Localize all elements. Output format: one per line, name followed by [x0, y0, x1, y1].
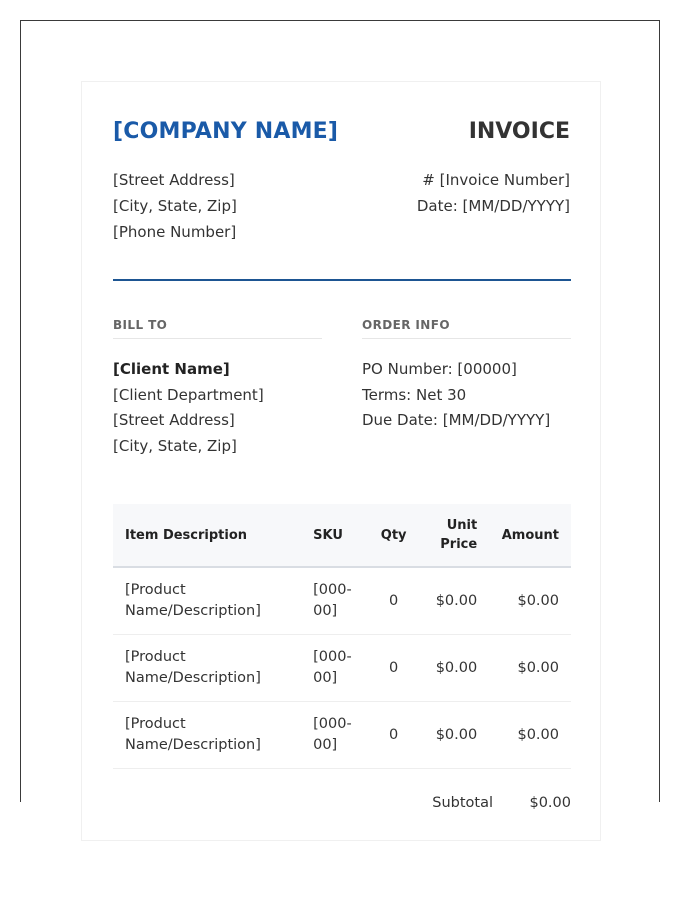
bill-to-heading: BILL TO — [113, 318, 322, 339]
unit-price-line-1: Unit — [446, 518, 478, 533]
cell-sku — [301, 567, 367, 635]
sku-line-1: [000- — [313, 716, 352, 732]
items-table — [113, 504, 571, 769]
sku-line-1: [000- — [313, 649, 352, 665]
unit-price-line-2: Price — [440, 537, 478, 552]
cell-amount: $0.00 — [489, 702, 571, 769]
client-street: [Street Address] — [113, 411, 235, 429]
col-header-qty: Qty — [368, 504, 420, 567]
table-row — [113, 567, 571, 635]
cell-qty: 0 — [368, 635, 420, 702]
desc-line-2: Name/Description] — [125, 737, 261, 753]
due-date: Due Date: [MM/DD/YYYY] — [362, 411, 551, 429]
sku-line-1: [000- — [313, 582, 352, 598]
company-phone: [Phone Number] — [113, 223, 237, 241]
subtotal-label: Subtotal — [432, 795, 493, 811]
cell-amount: $0.00 — [489, 635, 571, 702]
company-city: [City, State, Zip] — [113, 197, 237, 215]
invoice-title: INVOICE — [468, 119, 570, 144]
sku-line-2: 00] — [313, 670, 338, 686]
col-header-amount: Amount — [489, 504, 571, 567]
subtotal-value: $0.00 — [529, 795, 571, 811]
desc-line-2: Name/Description] — [125, 670, 261, 686]
invoice-number: # [Invoice Number] — [422, 171, 570, 189]
cell-sku — [301, 635, 367, 702]
table-row — [113, 635, 571, 702]
cell-qty: 0 — [368, 567, 420, 635]
col-header-sku: SKU — [301, 504, 367, 567]
table-row — [113, 702, 571, 769]
client-city: [City, State, Zip] — [113, 436, 237, 455]
header-divider — [113, 279, 571, 281]
invoice-meta — [417, 167, 570, 219]
cell-unit-price: $0.00 — [420, 567, 489, 635]
cell-description — [113, 635, 301, 702]
col-header-description: Item Description — [113, 504, 301, 567]
cell-sku — [301, 702, 367, 769]
cell-qty: 0 — [368, 702, 420, 769]
po-number: PO Number: [00000] — [362, 360, 517, 378]
client-name: [Client Name] — [113, 360, 230, 378]
cell-amount: $0.00 — [489, 567, 571, 635]
desc-line-1: [Product — [125, 582, 186, 598]
desc-line-1: [Product — [125, 649, 186, 665]
sku-line-2: 00] — [313, 737, 338, 753]
company-address — [113, 167, 237, 245]
cell-unit-price: $0.00 — [420, 635, 489, 702]
invoice-date: Date: [MM/DD/YYYY] — [416, 197, 570, 215]
invoice-sheet — [81, 81, 601, 841]
payment-terms: Terms: Net 30 — [362, 385, 467, 404]
sku-line-2: 00] — [313, 603, 338, 619]
desc-line-1: [Product — [125, 716, 186, 732]
desc-line-2: Name/Description] — [125, 603, 261, 619]
company-street: [Street Address] — [113, 171, 235, 189]
bill-to-block — [113, 357, 264, 459]
cell-unit-price: $0.00 — [420, 702, 489, 769]
table-header-row — [113, 504, 571, 567]
cell-description — [113, 702, 301, 769]
order-info-heading: ORDER INFO — [362, 318, 571, 339]
document-viewport — [20, 20, 660, 811]
company-name: [COMPANY NAME] — [113, 119, 339, 144]
col-header-unit-price — [420, 504, 489, 567]
cell-description — [113, 567, 301, 635]
order-info-block — [362, 357, 550, 434]
client-department: [Client Department] — [113, 385, 264, 404]
